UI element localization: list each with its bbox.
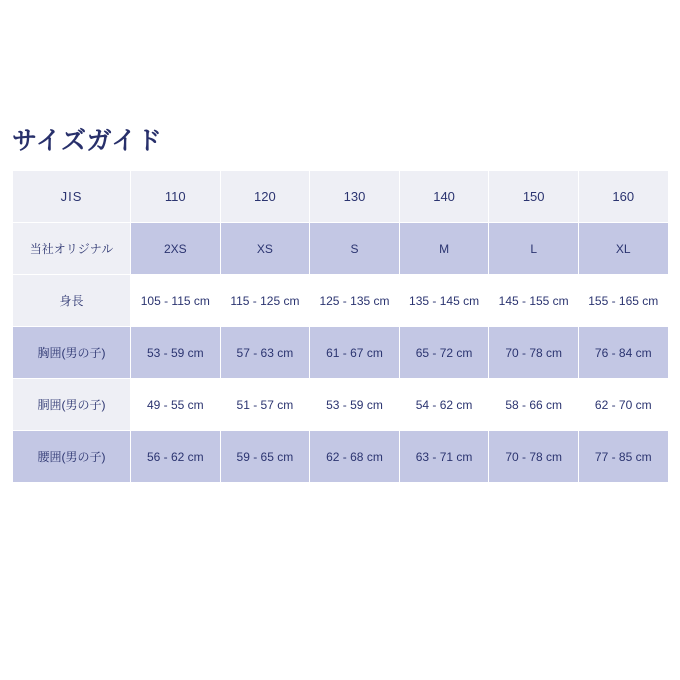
table-cell: 49 - 55 cm <box>131 379 221 431</box>
table-cell: 105 - 115 cm <box>131 275 221 327</box>
table-cell: 76 - 84 cm <box>578 327 668 379</box>
table-cell: L <box>489 223 579 275</box>
table-cell: 54 - 62 cm <box>399 379 489 431</box>
column-header-150: 150 <box>489 171 579 223</box>
table-cell: 65 - 72 cm <box>399 327 489 379</box>
size-guide-table <box>12 170 669 483</box>
table-cell: 70 - 78 cm <box>489 431 579 483</box>
table-body <box>13 223 669 483</box>
table-cell: 115 - 125 cm <box>220 275 310 327</box>
table-cell: 135 - 145 cm <box>399 275 489 327</box>
table-cell: 53 - 59 cm <box>310 379 400 431</box>
table-cell: 57 - 63 cm <box>220 327 310 379</box>
size-guide-table-container <box>12 170 668 483</box>
page-title: サイズガイド <box>12 126 163 155</box>
column-header-jis: JIS <box>13 171 131 223</box>
row-label: 胸囲(男の子) <box>13 327 131 379</box>
table-cell: S <box>310 223 400 275</box>
table-row <box>13 431 669 483</box>
table-row <box>13 223 669 275</box>
table-cell: 145 - 155 cm <box>489 275 579 327</box>
table-cell: 62 - 70 cm <box>578 379 668 431</box>
table-cell: 56 - 62 cm <box>131 431 221 483</box>
table-cell: 59 - 65 cm <box>220 431 310 483</box>
table-row <box>13 275 669 327</box>
table-cell: 77 - 85 cm <box>578 431 668 483</box>
table-row <box>13 327 669 379</box>
table-cell: 125 - 135 cm <box>310 275 400 327</box>
row-label: 腰囲(男の子) <box>13 431 131 483</box>
table-cell: 53 - 59 cm <box>131 327 221 379</box>
table-cell: 51 - 57 cm <box>220 379 310 431</box>
column-header-120: 120 <box>220 171 310 223</box>
table-cell: XS <box>220 223 310 275</box>
column-header-160: 160 <box>578 171 668 223</box>
table-cell: 2XS <box>131 223 221 275</box>
row-label: 当社オリジナル <box>13 223 131 275</box>
column-header-140: 140 <box>399 171 489 223</box>
table-cell: M <box>399 223 489 275</box>
table-row <box>13 379 669 431</box>
table-cell: 58 - 66 cm <box>489 379 579 431</box>
table-header <box>13 171 669 223</box>
table-cell: 70 - 78 cm <box>489 327 579 379</box>
row-label: 身長 <box>13 275 131 327</box>
table-cell: 61 - 67 cm <box>310 327 400 379</box>
table-cell: 63 - 71 cm <box>399 431 489 483</box>
table-cell: 155 - 165 cm <box>578 275 668 327</box>
table-header-row <box>13 171 669 223</box>
table-cell: XL <box>578 223 668 275</box>
column-header-110: 110 <box>131 171 221 223</box>
column-header-130: 130 <box>310 171 400 223</box>
row-label: 胴囲(男の子) <box>13 379 131 431</box>
table-cell: 62 - 68 cm <box>310 431 400 483</box>
